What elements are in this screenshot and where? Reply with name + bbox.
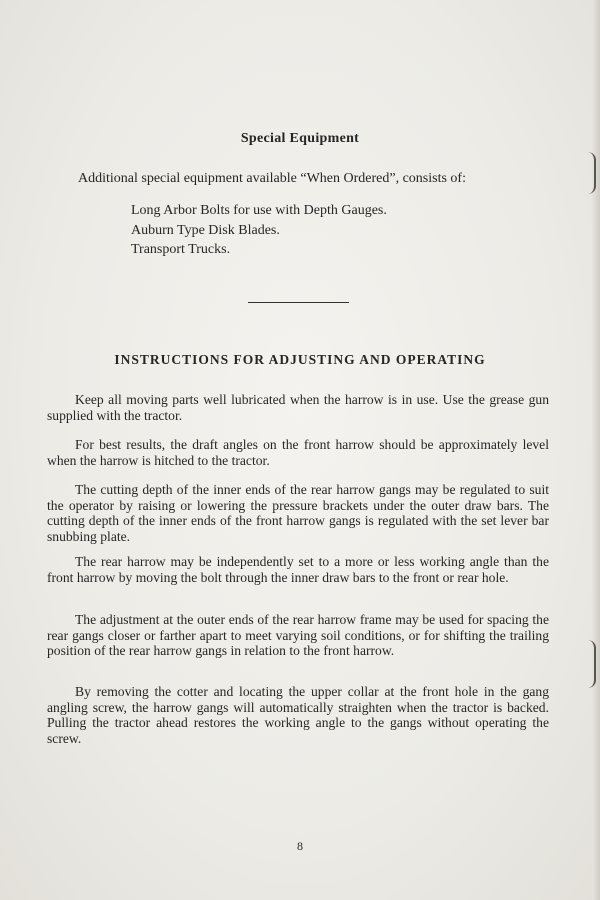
binding-mark-lower bbox=[588, 640, 596, 688]
instruction-paragraph: The adjustment at the outer ends of the rear harrow frame may be used for spacing the rear gangs closer or farther apart to meet varying soil conditions, or for shifting the trailing position of the rear harrow gangs in relation to the front harrow. bbox=[47, 612, 549, 659]
binding-mark-upper bbox=[588, 152, 596, 194]
section-divider bbox=[248, 302, 349, 303]
instruction-paragraph: The rear harrow may be independently set to a more or less working angle than the front harrow by moving the bolt through the inner draw bars to the front or rear hole. bbox=[47, 554, 549, 585]
instruction-paragraph: The cutting depth of the inner ends of the rear harrow gangs may be regulated to suit the operator by raising or lowering the pressure brackets under the outer draw bars. The cutting depth of the inner ends of the front harrow gangs is regulated with the set lever bar snubbing plate. bbox=[47, 482, 549, 544]
instruction-paragraph: Keep all moving parts well lubricated when the harrow is in use. Use the grease gun supplied with the tractor. bbox=[47, 392, 549, 423]
equipment-item: Auburn Type Disk Blades. bbox=[131, 222, 280, 238]
special-equipment-heading: Special Equipment bbox=[240, 131, 360, 146]
equipment-item: Transport Trucks. bbox=[131, 242, 231, 257]
instruction-paragraph: By removing the cotter and locating the upper collar at the front hole in the gang angling screw, the harrow gangs will automatically straighten when the tractor is backed. Pulling the tractor ahead restores the working angle to the gangs without operating the screw. bbox=[47, 684, 549, 746]
equipment-list bbox=[131, 201, 387, 260]
instructions-heading: INSTRUCTIONS FOR ADJUSTING AND OPERATING bbox=[114, 352, 486, 367]
special-equipment-intro: Additional special equipment available “When Ordered”, consists of: bbox=[78, 171, 466, 186]
instruction-paragraph: For best results, the draft angles on the front harrow should be approximately level when the harrow is hitched to the tractor. bbox=[47, 437, 549, 468]
page-number: 8 bbox=[297, 839, 303, 853]
equipment-item: Long Arbor Bolts for use with Depth Gauges. bbox=[131, 203, 387, 218]
